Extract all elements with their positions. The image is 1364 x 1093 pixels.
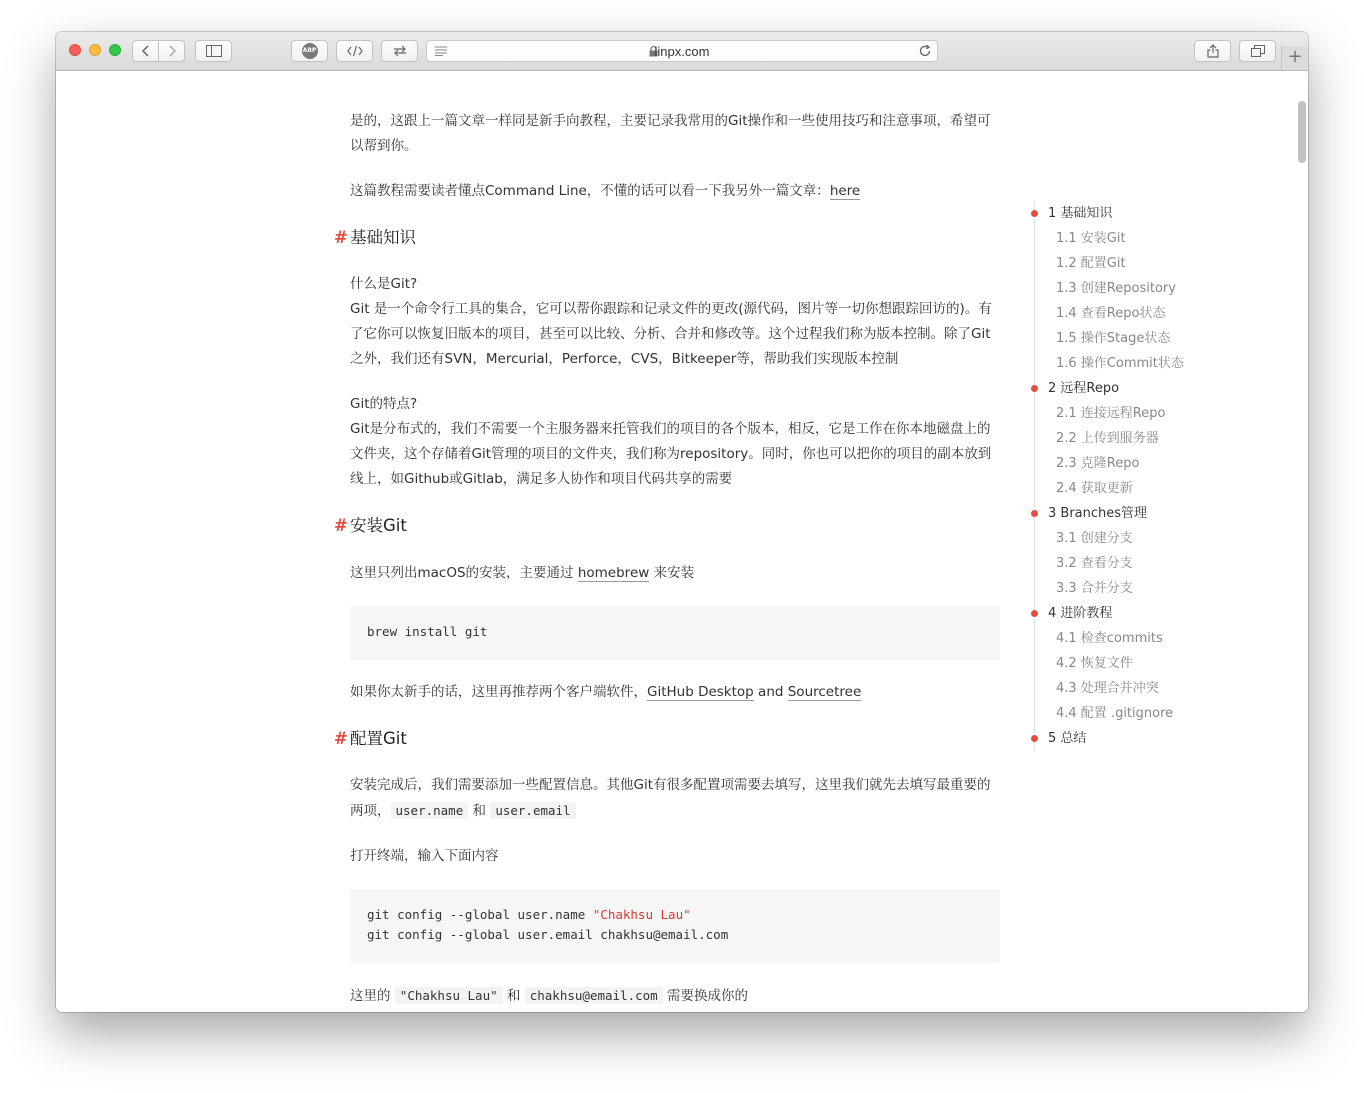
- back-button[interactable]: [132, 40, 159, 62]
- toc-item-label: 1.4 查看Repo状态: [1056, 306, 1166, 321]
- toc-item-label: 2.4 获取更新: [1056, 481, 1133, 496]
- config-paragraph: [350, 773, 1000, 824]
- switch-button[interactable]: [381, 40, 418, 62]
- homebrew-link[interactable]: homebrew: [577, 565, 650, 581]
- replace-note-paragraph: [350, 983, 1000, 1009]
- article-body: [334, 109, 1000, 1009]
- toc-item-label: 4.4 配置 .gitignore: [1056, 706, 1174, 721]
- hash-icon[interactable]: #: [334, 729, 348, 748]
- close-window-button[interactable]: [69, 44, 81, 56]
- toc-item-label: 1.5 操作Stage状态: [1056, 331, 1171, 346]
- scrollbar-thumb[interactable]: [1298, 101, 1306, 163]
- adblock-icon: ABP: [302, 43, 318, 59]
- browser-window: [56, 32, 1308, 1012]
- toc-item[interactable]: [1035, 676, 1255, 701]
- toc-item-label: 1.3 创建Repository: [1056, 281, 1176, 296]
- toc-item-label: 2.2 上传到服务器: [1056, 431, 1159, 446]
- config-and-text: 和: [468, 803, 491, 819]
- table-of-contents: [1034, 201, 1255, 751]
- toc-item[interactable]: [1035, 701, 1255, 726]
- toc-item-label: 4.3 处理合并冲突: [1056, 681, 1159, 696]
- code-line: git config --global user.name: [367, 907, 593, 922]
- browser-toolbar: [56, 32, 1308, 71]
- minimize-window-button[interactable]: [89, 44, 101, 56]
- share-button[interactable]: [1194, 40, 1231, 62]
- sidebar-icon: [206, 45, 222, 57]
- toc-item-label: 4 进阶教程: [1048, 606, 1113, 621]
- toc-item[interactable]: [1035, 726, 1255, 751]
- code-block: [350, 606, 1000, 660]
- git-features-answer: Git是分布式的，我们不需要一个主服务器来托管我们的项目的各个版本，相反，它是工作在你本地磁盘上的文件夹，这个存储着Git管理的项目的文件夹，我们称为repository。同时，你也可以把你的项目的副本放到线上，如Github或Gitlab，满足多人协作和项目代码共享的需要: [350, 421, 992, 487]
- toc-item-label: 2.1 连接远程Repo: [1056, 406, 1166, 421]
- zoom-window-button[interactable]: [109, 44, 121, 56]
- toc-item[interactable]: [1035, 426, 1255, 451]
- here-link[interactable]: here: [829, 183, 861, 199]
- toc-item-label: 4.2 恢复文件: [1056, 656, 1133, 671]
- intro-prereq-paragraph: [350, 179, 1000, 204]
- toc-item-label: 1 基础知识: [1048, 206, 1113, 221]
- sidebar-button[interactable]: [195, 40, 232, 62]
- toc-item-label: 2 远程Repo: [1048, 381, 1120, 396]
- intro-prereq-text: 这篇教程需要读者懂点Command Line，不懂的话可以看一下我另外一篇文章：: [350, 183, 830, 199]
- adblock-button[interactable]: [291, 40, 328, 62]
- clients-paragraph: [350, 680, 1000, 705]
- hash-icon[interactable]: #: [334, 228, 348, 247]
- code-icon: [347, 45, 363, 57]
- new-tab-button[interactable]: [1281, 46, 1308, 70]
- toc-item-label: 1.6 操作Commit状态: [1056, 356, 1184, 371]
- install-paragraph: [350, 561, 1000, 586]
- note-text-suffix: 需要换成你的: [662, 988, 748, 1004]
- chevron-left-icon: [141, 45, 151, 57]
- toc-item[interactable]: [1035, 226, 1255, 251]
- inline-code: user.email: [490, 802, 575, 819]
- install-text: 这里只列出macOS的安装，主要通过: [350, 565, 578, 581]
- code-string: "Chakhsu Lau": [592, 907, 691, 922]
- toc-item-label: 1.1 安装Git: [1056, 231, 1126, 246]
- toc-item[interactable]: [1035, 651, 1255, 676]
- code-line: git config --global user.email chakhsu@email.com: [367, 927, 729, 942]
- reload-icon[interactable]: [918, 44, 932, 58]
- toc-item[interactable]: [1035, 301, 1255, 326]
- toc-item[interactable]: [1035, 601, 1255, 626]
- inline-code: "Chakhsu Lau": [395, 987, 503, 1004]
- page-content: [56, 71, 1308, 1012]
- install-text-suffix: 来安装: [649, 565, 695, 581]
- toc-item[interactable]: [1035, 351, 1255, 376]
- section-title: 基础知识: [350, 228, 416, 247]
- toc-item[interactable]: [1035, 376, 1255, 401]
- toc-item-label: 2.3 克隆Repo: [1056, 456, 1140, 471]
- inline-code: user.name: [391, 802, 469, 819]
- toc-item[interactable]: [1035, 251, 1255, 276]
- clients-and-text: and: [753, 684, 788, 700]
- toc-item[interactable]: [1035, 626, 1255, 651]
- intro-paragraph: 是的，这跟上一篇文章一样同是新手向教程，主要记录我常用的Git操作和一些使用技巧和注意事项，希望可以帮到你。: [350, 113, 991, 154]
- note-text: 这里的: [350, 988, 395, 1004]
- open-terminal-paragraph: 打开终端，输入下面内容: [350, 848, 499, 864]
- config-text: 安装完成后，我们需要添加一些配置信息。其他Git有很多配置项需要去填写，这里我们就先去填写最重要的两项，: [350, 777, 991, 819]
- clients-text: 如果你太新手的话，这里再推荐两个客户端软件，: [350, 684, 647, 700]
- bullet-icon: [1031, 610, 1038, 617]
- plus-icon: +: [1287, 46, 1303, 67]
- section-heading: [334, 727, 1000, 751]
- toc-item[interactable]: [1035, 451, 1255, 476]
- chevron-right-icon: [167, 45, 177, 57]
- toc-item-label: 4.1 检查commits: [1056, 631, 1163, 646]
- toc-item[interactable]: [1035, 526, 1255, 551]
- toc-item-label: 3.1 创建分支: [1056, 531, 1133, 546]
- toc-item[interactable]: [1035, 501, 1255, 526]
- code-line: brew install git: [367, 624, 488, 639]
- toc-item[interactable]: [1035, 276, 1255, 301]
- arrows-swap-icon: [392, 45, 408, 57]
- url-text: linpx.com: [654, 44, 710, 59]
- inline-code: chakhsu@email.com: [525, 987, 663, 1004]
- hash-icon[interactable]: #: [334, 516, 348, 535]
- toc-item[interactable]: [1035, 401, 1255, 426]
- address-bar[interactable]: [426, 40, 938, 62]
- develop-button[interactable]: [336, 40, 373, 62]
- section-title: 配置Git: [350, 729, 407, 748]
- section-heading: [334, 514, 1000, 538]
- note-and-text: 和: [502, 988, 525, 1004]
- toc-item-label: 3 Branches管理: [1048, 506, 1148, 521]
- toc-item[interactable]: [1035, 551, 1255, 576]
- code-block: [350, 889, 1000, 963]
- git-features-question: Git的特点?: [350, 396, 418, 412]
- bullet-icon: [1031, 210, 1038, 217]
- toc-item-label: 1.2 配置Git: [1056, 256, 1126, 271]
- what-is-git-answer: Git 是一个命令行工具的集合，它可以帮你跟踪和记录文件的更改(源代码，图片等一切你想跟踪回访的)。有了它你可以恢复旧版本的项目，甚至可以比较、分析、合并和修改等。这个过程我们称为版本控制。除了Git之外，我们还有SVN，Mercurial，Perforce，CVS，Bitkeeper等，帮助我们实现版本控制: [350, 301, 992, 367]
- tabs-icon: [1251, 45, 1265, 57]
- forward-button[interactable]: [158, 40, 185, 62]
- toc-item-label: 5 总结: [1048, 731, 1087, 746]
- share-icon: [1207, 44, 1219, 58]
- github-desktop-link[interactable]: GitHub Desktop: [647, 684, 754, 700]
- toc-item[interactable]: [1035, 576, 1255, 601]
- toc-item[interactable]: [1035, 326, 1255, 351]
- toc-item[interactable]: [1035, 476, 1255, 501]
- section-heading: [334, 226, 1000, 250]
- sourcetree-link[interactable]: Sourcetree: [787, 684, 862, 700]
- section-title: 安装Git: [350, 516, 407, 535]
- tabs-overview-button[interactable]: [1239, 40, 1276, 62]
- bullet-icon: [1031, 735, 1038, 742]
- toc-item[interactable]: [1035, 201, 1255, 226]
- bullet-icon: [1031, 385, 1038, 392]
- bullet-icon: [1031, 510, 1038, 517]
- toc-item-label: 3.2 查看分支: [1056, 556, 1133, 571]
- toc-item-label: 3.3 合并分支: [1056, 581, 1133, 596]
- what-is-git-question: 什么是Git?: [350, 276, 418, 292]
